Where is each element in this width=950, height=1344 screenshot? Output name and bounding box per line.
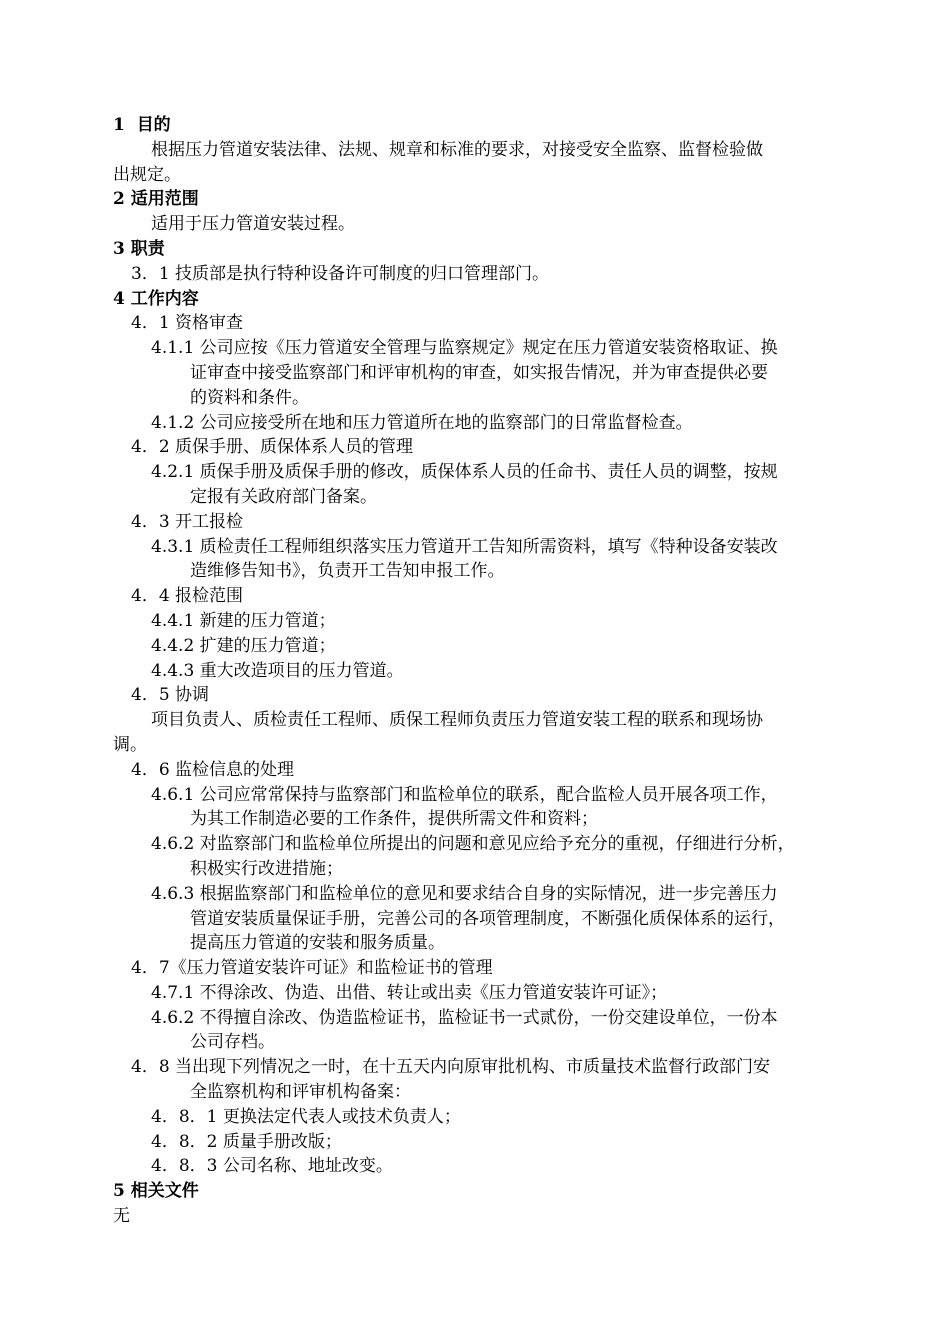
list-item-continuation: 提高压力管道的安装和服务质量。 <box>190 933 445 954</box>
subsection-heading: 4．4 报检范围 <box>131 586 244 607</box>
list-item-continuation: 定报有关政府部门备案。 <box>190 486 377 507</box>
section-heading-1: 1 目的 <box>113 115 171 135</box>
subsection-heading: 4．3 开工报检 <box>131 511 244 532</box>
list-item-continuation: 为其工作制造必要的工作条件，提供所需文件和资料； <box>190 809 598 830</box>
subsection-heading-continuation: 全监察机构和评审机构备案： <box>190 1082 411 1103</box>
list-item-continuation: 公司存档。 <box>190 1032 275 1053</box>
list-item-continuation: 管道安装质量保证手册，完善公司的各项管理制度，不断强化质保体系的运行， <box>190 908 785 929</box>
list-item: 4.4.3 重大改造项目的压力管道。 <box>151 660 404 681</box>
list-item: 4.3.1 质检责任工程师组织落实压力管道开工告知所需资料，填写《特种设备安装改 <box>151 536 778 557</box>
paragraph: 项目负责人、质检责任工程师、质保工程师负责压力管道安装工程的联系和现场协 <box>151 710 763 731</box>
list-item: 4.6.2 不得擅自涂改、伪造监检证书，监检证书一式贰份，一份交建设单位，一份本 <box>151 1007 778 1028</box>
list-item: 4.4.2 扩建的压力管道； <box>151 635 336 656</box>
paragraph: 适用于压力管道安装过程。 <box>151 214 355 235</box>
list-item: 4.6.3 根据监察部门和监检单位的意见和要求结合自身的实际情况，进一步完善压力 <box>151 883 778 904</box>
subsection-heading: 4．6 监检信息的处理 <box>131 759 295 780</box>
list-item-continuation: 的资料和条件。 <box>190 387 309 408</box>
list-item-continuation: 证审查中接受监察部门和评审机构的审查，如实报告情况，并为审查提供必要 <box>190 362 768 383</box>
section-heading-2: 2 适用范围 <box>113 189 199 210</box>
list-item-continuation: 造维修告知书》，负责开工告知申报工作。 <box>190 561 505 582</box>
list-item: 4．8．1 更换法定代表人或技术负责人； <box>151 1106 461 1127</box>
list-item: 4.1.1 公司应按《压力管道安全管理与监察规定》规定在压力管道安装资格取证、换 <box>151 338 778 359</box>
paragraph: 调。 <box>113 734 147 755</box>
document-body <box>113 113 873 1229</box>
section-heading-5: 5 相关文件 <box>113 1181 199 1202</box>
list-item: 4．8．2 质量手册改版； <box>151 1131 342 1152</box>
list-item: 4.4.1 新建的压力管道； <box>151 610 336 631</box>
list-item: 4.7.1 不得涂改、伪造、出借、转让或出卖《压力管道安装许可证》； <box>151 982 668 1003</box>
subsection-heading: 4．8 当出现下列情况之一时，在十五天内向原审批机构、市质量技术监督行政部门安 <box>131 1057 771 1078</box>
list-item: 4.2.1 质保手册及质保手册的修改，质保体系人员的任命书、责任人员的调整，按规 <box>151 462 778 483</box>
section-heading-3: 3 职责 <box>113 238 165 259</box>
list-item: 4．8．3 公司名称、地址改变。 <box>151 1156 393 1177</box>
list-item: 4.6.1 公司应常常保持与监察部门和监检单位的联系，配合监检人员开展各项工作， <box>151 784 778 805</box>
paragraph: 出规定。 <box>113 164 181 185</box>
list-item: 4.1.2 公司应接受所在地和压力管道所在地的监察部门的日常监督检查。 <box>151 412 693 433</box>
list-item-continuation: 积极实行改进措施； <box>190 858 343 879</box>
subsection-heading: 4．1 资格审查 <box>131 313 244 334</box>
subsection-heading: 4．2 质保手册、质保体系人员的管理 <box>131 437 414 458</box>
subsection-heading: 4．7《压力管道安装许可证》和监检证书的管理 <box>131 958 493 979</box>
paragraph: 无 <box>113 1206 130 1227</box>
section-heading-4: 4 工作内容 <box>113 288 199 309</box>
list-item: 4.6.2 对监察部门和监检单位所提出的问题和意见应给予充分的重视，仔细进行分析， <box>151 834 795 855</box>
list-item: 3．1 技质部是执行特种设备许可制度的归口管理部门。 <box>131 263 550 284</box>
subsection-heading: 4．5 协调 <box>131 685 210 706</box>
paragraph: 根据压力管道安装法律、法规、规章和标准的要求，对接受安全监察、监督检验做 <box>151 139 763 160</box>
